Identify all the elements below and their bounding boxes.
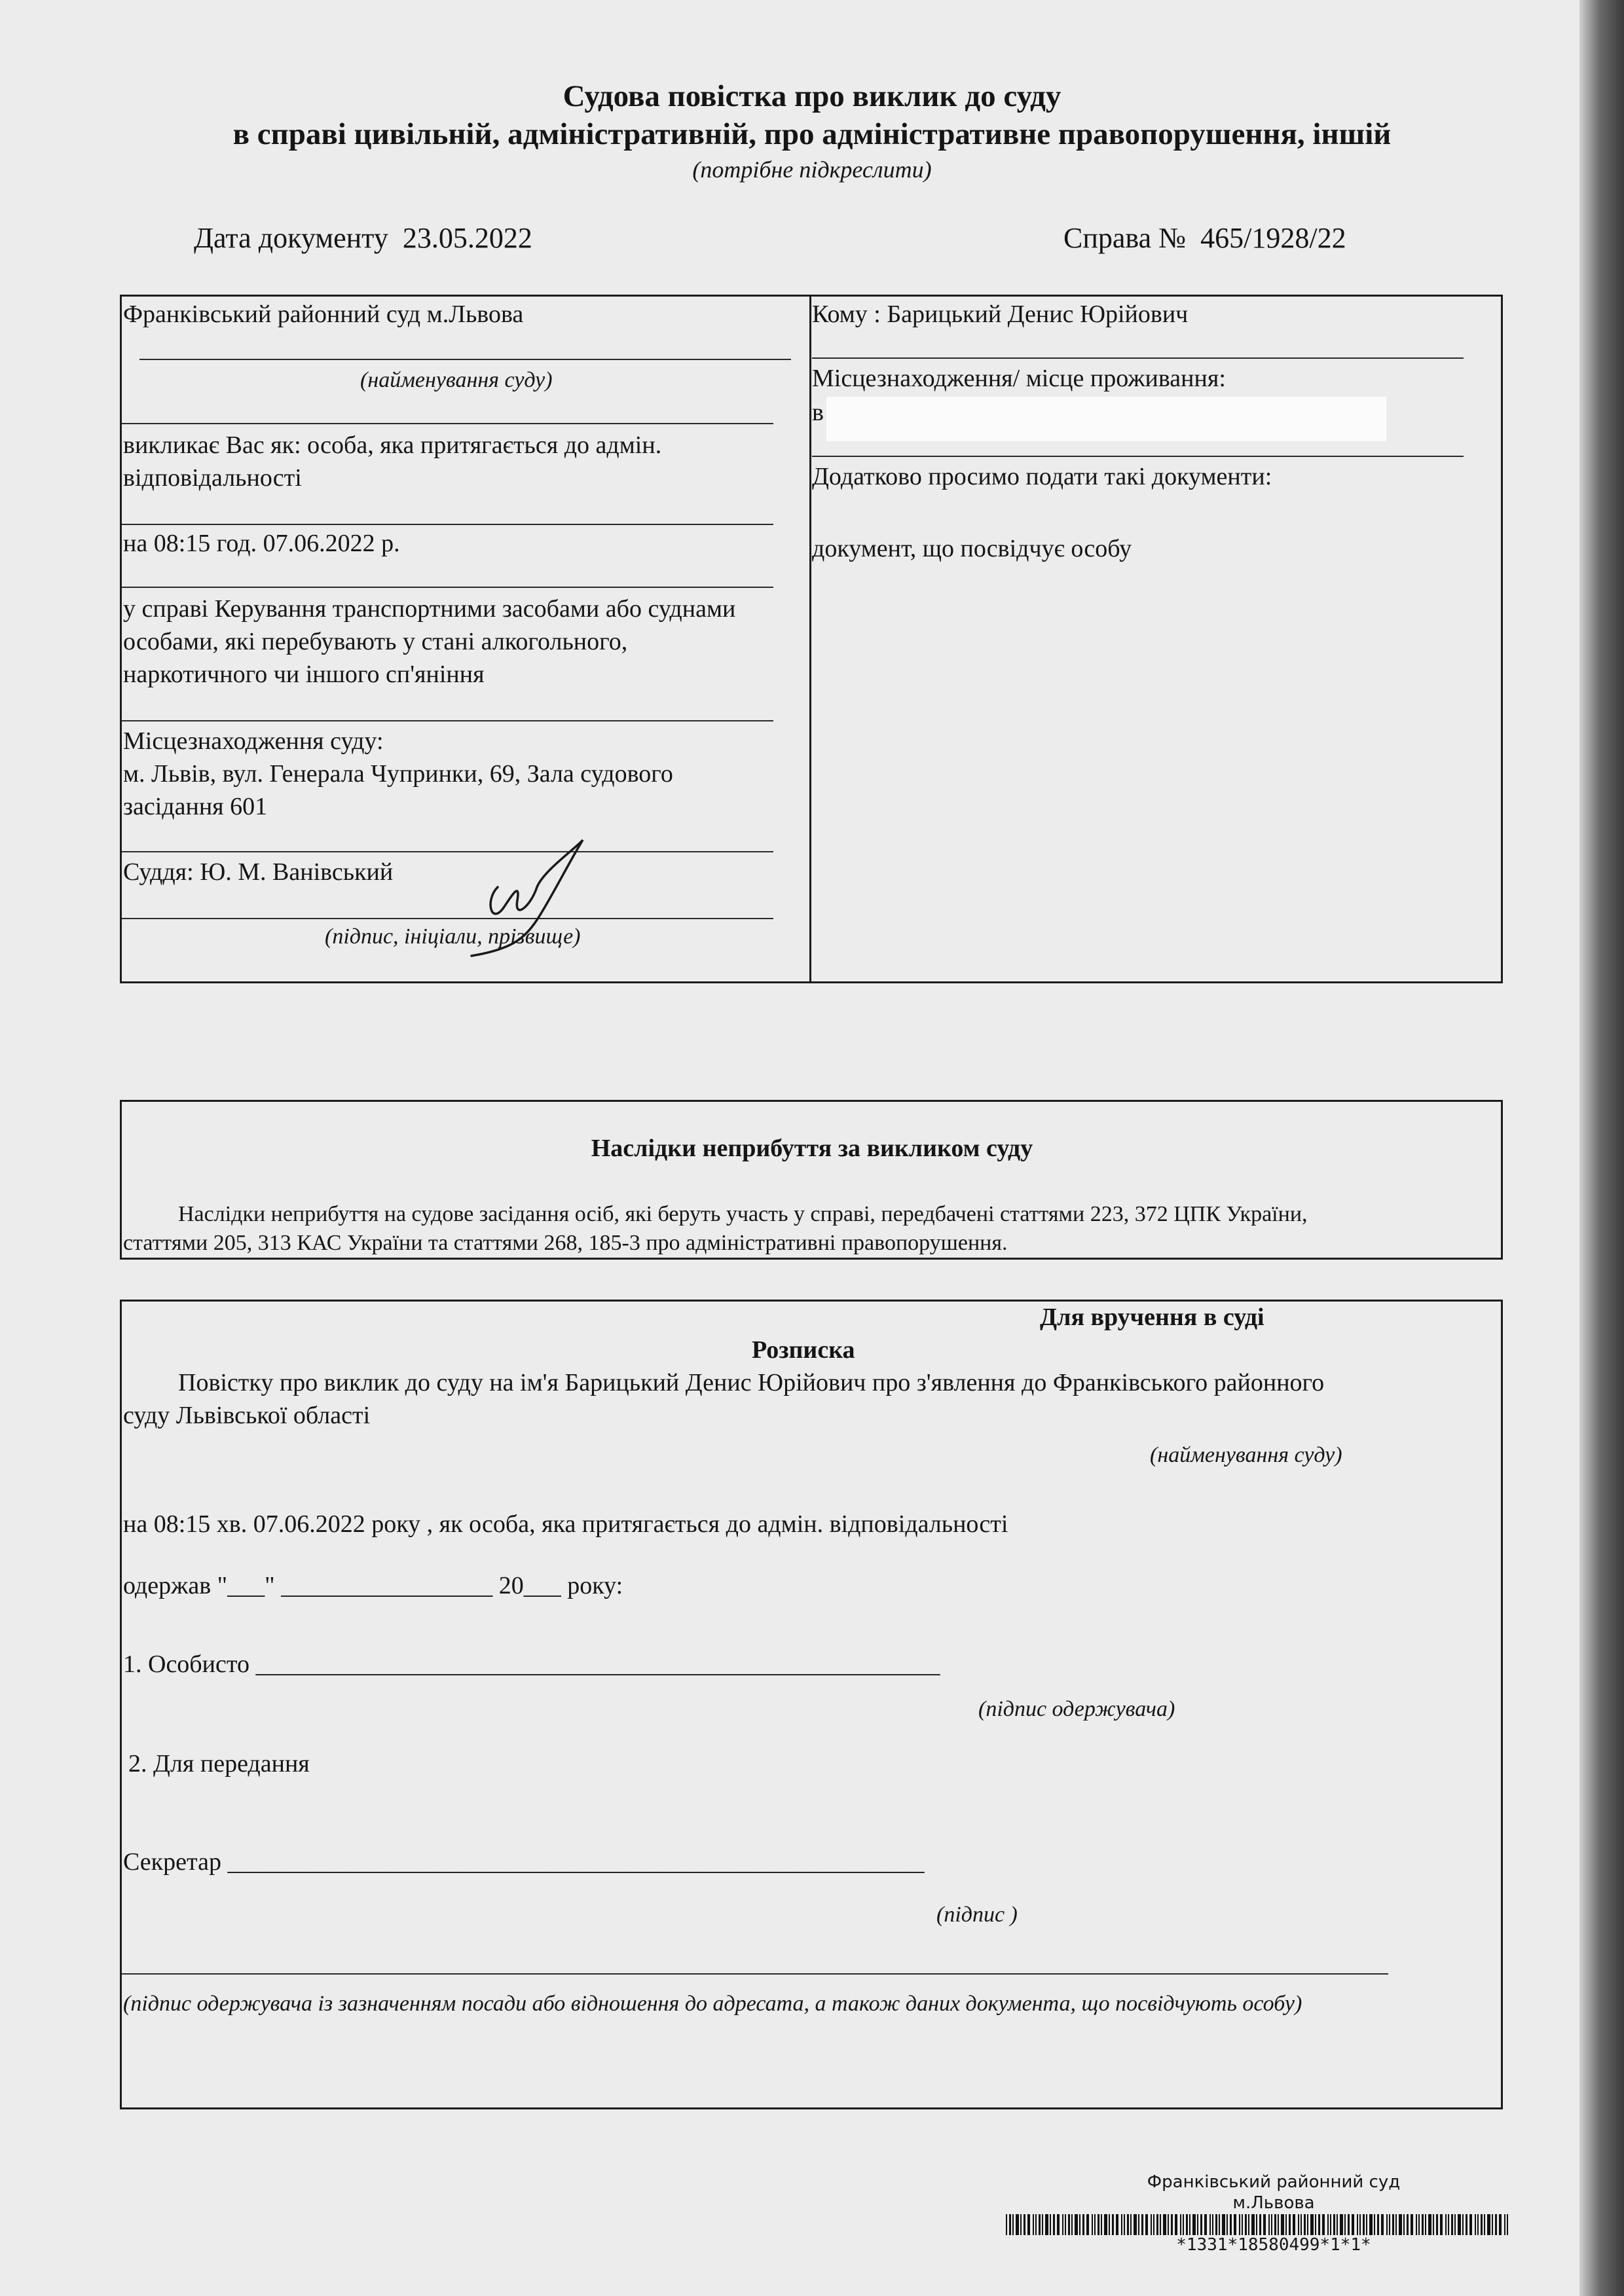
barcode-bar [1416, 2214, 1417, 2235]
barcode-bar [1477, 2214, 1479, 2235]
barcode-bar [1487, 2214, 1490, 2235]
barcode-bar [1045, 2214, 1048, 2235]
barcode-bar [1245, 2214, 1247, 2235]
column-divider [809, 295, 811, 983]
signature-note: (підпис, ініціали, прізвище) [325, 924, 581, 949]
barcode-bar [1071, 2214, 1073, 2235]
barcode-bar [1366, 2214, 1367, 2235]
barcode-bar [1318, 2214, 1320, 2235]
barcode-bar [1171, 2214, 1173, 2235]
redacted-address [826, 397, 1386, 441]
barcode-bar [1495, 2214, 1497, 2235]
barcode-bar [1492, 2214, 1493, 2235]
barcode-bar [1440, 2214, 1443, 2235]
barcode-bar [1145, 2214, 1148, 2235]
barcode-bar [1053, 2214, 1055, 2235]
barcode-bar [1399, 2214, 1402, 2235]
court-location-label: Місцезнаходження суду: [123, 727, 384, 755]
barcode-bar [1433, 2214, 1434, 2235]
barcode-bar [1504, 2214, 1505, 2235]
barcode-bar [1020, 2214, 1022, 2235]
barcode-bar [1168, 2214, 1169, 2235]
title-line-2: в справі цивільній, адміністративній, про адміністративне правопорушення, іншій [232, 117, 1392, 151]
title-note: (потрібне підкреслити) [692, 156, 932, 183]
barcode-bar [1293, 2214, 1295, 2235]
receipt-text-2: суду Львівської області [123, 1402, 371, 1429]
barcode-bar [1304, 2214, 1306, 2235]
barcode-bar [1101, 2214, 1102, 2235]
barcode-bar [1348, 2214, 1350, 2235]
receipt-text-1: Повістку про виклик до суду на ім'я Барицький Денис Юрійович про з'явлення до Франківського районного [178, 1369, 1325, 1396]
barcode-bar [1116, 2214, 1118, 2235]
barcode-bar [1363, 2214, 1365, 2235]
barcode-bar [1377, 2214, 1379, 2235]
barcode-bar [1024, 2214, 1025, 2235]
secretary-line: Секретар ________________________________________________________ [123, 1848, 925, 1876]
barcode-bar [1422, 2214, 1424, 2235]
barcode-bar [1403, 2214, 1405, 2235]
barcode-bar [1248, 2214, 1249, 2235]
receipt-bottom-line [122, 1973, 1388, 1975]
court-location-2: засідання 601 [123, 793, 268, 820]
barcode-bar [1436, 2214, 1438, 2235]
barcode-bar [1481, 2214, 1483, 2235]
barcode-bar [1086, 2214, 1089, 2235]
barcode-text: *1331*18580499*1*1* [1176, 2235, 1371, 2255]
barcode-bar [1035, 2214, 1037, 2235]
barcode-bar [1344, 2214, 1346, 2235]
barcode-bar [1009, 2214, 1011, 2235]
barcode-bar [1357, 2214, 1358, 2235]
barcode-bar [1462, 2214, 1464, 2235]
case-subject-3: наркотичного чи іншого сп'яніння [123, 661, 485, 688]
barcode-bar [1068, 2214, 1070, 2235]
court-name-line [139, 359, 791, 360]
barcode-bar [1075, 2214, 1078, 2235]
barcode-bar [1222, 2214, 1225, 2235]
judge-name: Суддя: Ю. М. Ванівський [123, 858, 394, 886]
barcode-bar [1418, 2214, 1420, 2235]
barcode-bar [1212, 2214, 1213, 2235]
barcode-bar [1180, 2214, 1181, 2235]
barcode-bar [1374, 2214, 1375, 2235]
barcode-bar [1189, 2214, 1190, 2235]
footer-court-1: Франківський районний суд [1147, 2172, 1401, 2192]
barcode-bar [1006, 2214, 1007, 2235]
court-location-1: м. Львів, вул. Генерала Чупринки, 69, Зала судового [123, 760, 673, 788]
footer-court-2: м.Львова [1232, 2193, 1315, 2213]
barcode-bar [1298, 2214, 1299, 2235]
barcode-bar [1386, 2214, 1388, 2235]
receipt-bottom-note: (підпис одержувача із зазначенням посади або відношення до адресата, а також даних документа, що посвідчують особу) [123, 1992, 1302, 2016]
barcode-bar [1050, 2214, 1051, 2235]
for-transfer: 2. Для передання [128, 1750, 310, 1777]
barcode-bar [1112, 2214, 1114, 2235]
barcode-bar [1475, 2214, 1476, 2235]
barcode-bar [1121, 2214, 1122, 2235]
barcode-bar [1175, 2214, 1177, 2235]
barcode-bar [1104, 2214, 1107, 2235]
residence-value: в [812, 399, 824, 426]
doc-date [194, 221, 532, 255]
doc-date-label: Дата документу [194, 222, 388, 254]
barcode-bar [1359, 2214, 1361, 2235]
barcode-bar [1369, 2214, 1373, 2235]
barcode-bar [1469, 2214, 1472, 2235]
barcode-bar [1259, 2214, 1261, 2235]
barcode-bar [1215, 2214, 1217, 2235]
barcode-bar [1141, 2214, 1143, 2235]
court-name-note: (найменування суду) [360, 368, 553, 392]
personally-line: 1. Особисто _______________________________________________________ [123, 1650, 940, 1678]
barcode-bar [1082, 2214, 1084, 2235]
barcode-bar [1499, 2214, 1502, 2235]
separator [122, 423, 773, 424]
barcode [1006, 2214, 1510, 2235]
separator [122, 851, 773, 852]
barcode-bar [1186, 2214, 1188, 2235]
barcode-bar [1230, 2214, 1232, 2235]
barcode-bar [1192, 2214, 1196, 2235]
barcode-bar [1507, 2214, 1508, 2235]
barcode-bar [1301, 2214, 1302, 2235]
court-name: Франківський районний суд м.Львова [123, 301, 524, 328]
case-subject-2: особами, які перебувають у стані алкогольного, [123, 628, 628, 655]
barcode-bar [1281, 2214, 1284, 2235]
barcode-bar [1151, 2214, 1152, 2235]
secretary-sign-note: (підпис ) [936, 1903, 1018, 1927]
case-number [1063, 221, 1346, 255]
receipt-title: Розписка [752, 1336, 855, 1364]
receipt-time-line: на 08:15 хв. 07.06.2022 року , як особа, яка притягається до адмін. відповідальності [123, 1510, 1008, 1538]
barcode-bar [1411, 2214, 1413, 2235]
barcode-bar [1016, 2214, 1019, 2235]
consequences-text-1: Наслідки неприбуття на судове засідання осіб, які беруть участь у справі, передбачені статтями 223, 372 ЦПК України, [178, 1202, 1308, 1226]
barcode-bar [1333, 2214, 1335, 2235]
barcode-bar [1092, 2214, 1093, 2235]
documents-value: документ, що посвідчує особу [812, 535, 1132, 562]
barcode-bar [1239, 2214, 1240, 2235]
barcode-bar [1204, 2214, 1207, 2235]
consequences-title: Наслідки неприбуття за викликом суду [591, 1135, 1033, 1162]
hearing-time: на 08:15 год. 07.06.2022 р. [123, 530, 400, 557]
receipt-court-note: (найменування суду) [1150, 1443, 1342, 1467]
title-line-1: Судова повістка про виклик до суду [563, 79, 1061, 113]
barcode-bar [1285, 2214, 1287, 2235]
recipient-sign-note: (підпис одержувача) [978, 1697, 1175, 1721]
barcode-bar [1219, 2214, 1220, 2235]
barcode-bar [1289, 2214, 1291, 2235]
barcode-bar [1322, 2214, 1325, 2235]
case-subject-1: у справі Керування транспортними засобами або суднами [123, 595, 736, 623]
barcode-bar [1271, 2214, 1272, 2235]
barcode-bar [1451, 2214, 1453, 2235]
barcode-bar [1256, 2214, 1257, 2235]
residence-label: Місцезнаходження/ місце проживання: [812, 365, 1226, 392]
barcode-bar [1310, 2214, 1314, 2235]
barcode-bar [1062, 2214, 1063, 2235]
barcode-bar [1134, 2214, 1137, 2235]
barcode-bar [1448, 2214, 1449, 2235]
barcode-bar [1094, 2214, 1096, 2235]
barcode-bar [1466, 2214, 1467, 2235]
barcode-bar [1278, 2214, 1279, 2235]
received-line: одержав "___" _________________ 20___ року: [123, 1572, 623, 1599]
barcode-bar [1227, 2214, 1228, 2235]
barcode-bar [1458, 2214, 1461, 2235]
separator [122, 524, 773, 525]
barcode-bar [1065, 2214, 1066, 2235]
barcode-bar [1395, 2214, 1397, 2235]
barcode-bar [1425, 2214, 1426, 2235]
documents-label: Додатково просимо подати такі документи: [812, 463, 1272, 490]
barcode-bar [1153, 2214, 1154, 2235]
signature-line [122, 918, 773, 919]
barcode-bar [1200, 2214, 1202, 2235]
separator [812, 456, 1464, 457]
barcode-bar [1454, 2214, 1456, 2235]
barcode-bar [1389, 2214, 1390, 2235]
barcode-bar [1156, 2214, 1158, 2235]
barcode-bar [1407, 2214, 1409, 2235]
separator [122, 720, 773, 721]
barcode-bar [1381, 2214, 1384, 2235]
case-value: 465/1928/22 [1200, 222, 1346, 254]
barcode-bar [1242, 2214, 1243, 2235]
barcode-bar [1027, 2214, 1030, 2235]
barcode-bar [1337, 2214, 1338, 2235]
barcode-bar [1109, 2214, 1110, 2235]
barcode-bar [1039, 2214, 1041, 2235]
consequences-text-2: статтями 205, 313 КАС України та статтями 268, 185-3 про адміністративні правопорушення. [123, 1231, 1008, 1255]
barcode-bar [1263, 2214, 1266, 2235]
barcode-bar [1268, 2214, 1270, 2235]
recipient: Кому : Барицький Денис Юрійович [812, 301, 1189, 328]
barcode-bar [1057, 2214, 1060, 2235]
barcode-bar [1163, 2214, 1166, 2235]
barcode-bar [1124, 2214, 1125, 2235]
separator [122, 587, 773, 588]
barcode-bar [1307, 2214, 1308, 2235]
barcode-bar [1484, 2214, 1485, 2235]
barcode-bar [1138, 2214, 1139, 2235]
barcode-bar [1445, 2214, 1447, 2235]
barcode-bar [1330, 2214, 1331, 2235]
summons-as: викликає Вас як: особа, яка притягається до адмін. [123, 431, 662, 459]
barcode-bar [1352, 2214, 1354, 2235]
barcode-bar [1079, 2214, 1080, 2235]
barcode-bar [1098, 2214, 1099, 2235]
barcode-bar [1274, 2214, 1276, 2235]
barcode-bar [1183, 2214, 1184, 2235]
barcode-bar [1327, 2214, 1329, 2235]
barcode-bar [1251, 2214, 1255, 2235]
barcode-bar [1127, 2214, 1129, 2235]
judge-signature [458, 835, 596, 972]
barcode-bar [1130, 2214, 1132, 2235]
for-court-delivery: Для вручення в суді [1040, 1303, 1264, 1331]
barcode-bar [1042, 2214, 1043, 2235]
barcode-bar [1234, 2214, 1236, 2235]
summons-as-cont: відповідальності [123, 464, 302, 492]
doc-date-value: 23.05.2022 [402, 222, 532, 254]
barcode-bar [1197, 2214, 1198, 2235]
separator [812, 357, 1464, 359]
barcode-bar [1428, 2214, 1431, 2235]
case-label: Справа № [1063, 222, 1187, 254]
barcode-bar [1209, 2214, 1211, 2235]
barcode-bar [1315, 2214, 1316, 2235]
barcode-bar [1392, 2214, 1394, 2235]
barcode-bar [1340, 2214, 1343, 2235]
barcode-bar [1033, 2214, 1034, 2235]
barcode-bar [1012, 2214, 1014, 2235]
barcode-bar [1160, 2214, 1161, 2235]
